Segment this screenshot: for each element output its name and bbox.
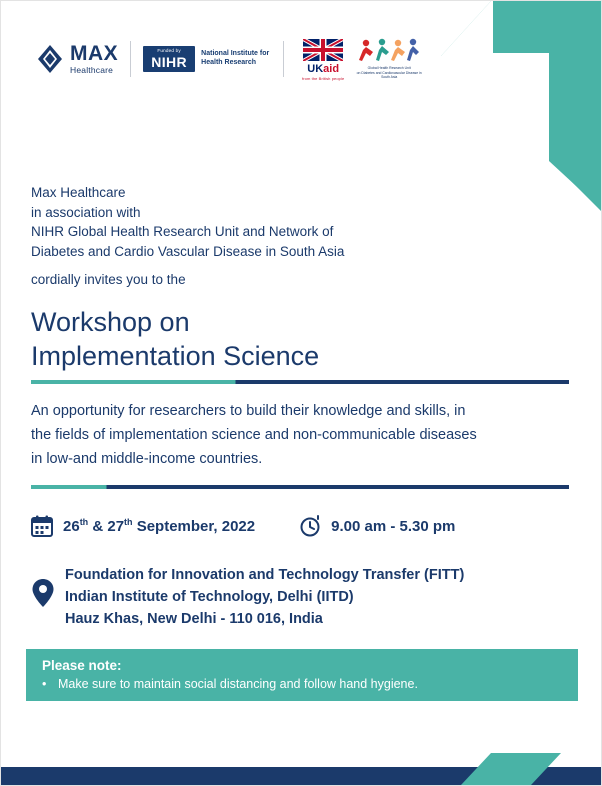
decorative-arrow-shape [381,1,601,211]
intro-line-5: cordially invites you to the [31,272,186,287]
logo-divider-2 [283,41,284,77]
description-block [31,399,576,471]
event-date [31,515,255,537]
note-banner [26,649,578,701]
nihr-badge [143,46,195,73]
calendar-icon [31,515,53,537]
clock-icon [299,515,321,537]
intro-line-3: NIHR Global Health Research Unit and Network of [31,224,334,239]
logo-divider [130,41,131,77]
max-healthcare-diamond-icon [37,44,63,74]
logo-max-healthcare [37,43,118,75]
ukaid-wordmark [307,64,339,75]
description-line-3: in low-and middle-income countries. [31,451,263,467]
logo-nihr [143,46,271,73]
location-pin-icon [31,578,55,613]
event-time [299,515,455,537]
decorative-bottom-shape [1,725,602,785]
ukaid-aid: aid [323,62,340,75]
venue-line-3: Hauz Khas, New Delhi - 110 016, India [65,611,323,627]
max-logo-word: MAX [70,42,119,66]
title-line-2: Implementation Science [31,341,320,371]
divider-rule-bottom [31,485,569,489]
event-date-text: 26th & 27th September, 2022 [63,517,256,535]
venue-line-1: Foundation for Innovation and Technology Transfer (FITT) [65,567,465,583]
ukaid-uk: UK [307,62,324,75]
bullet-mark: • [42,677,47,691]
max-logo-sub: Healthcare [70,65,114,76]
ghru-caption: Global Health Research Unit on Diabetes and Cardiovascular Disease in South Asia [356,66,422,80]
venue-block [31,564,464,630]
venue-line-2: Indian Institute of Technology, Delhi (IITD) [65,589,354,605]
union-jack-flag-icon [302,38,344,62]
nihr-acronym: NIHR [151,54,188,71]
description-line-2: the fields of implementation science and non-communicable diseases [31,427,477,443]
intro-block [31,183,531,290]
logo-ghru [356,38,422,79]
note-bullet-1 [42,675,562,693]
title-line-1: Workshop on [31,307,190,337]
logo-ukaid [296,38,350,81]
divider-rule-top [31,380,569,384]
note-title: Please note: [42,658,122,673]
date-time-row [31,515,571,537]
page-title [31,305,571,373]
intro-line-2: in association with [31,204,141,220]
logo-bar [37,35,422,83]
ukaid-tagline: from the British people [302,75,345,81]
note-bullet-1-text: Make sure to maintain social distancing and follow hand hygiene. [58,677,418,691]
intro-line-1: Max Healthcare [31,185,126,200]
ghru-people-icon [358,38,420,64]
description-line-1: An opportunity for researchers to build their knowledge and skills, in [31,403,466,419]
nihr-funded-label: Funded by [157,47,181,53]
event-time-text: 9.00 am - 5.30 pm [331,517,456,535]
nihr-full-name: National Institute for Health Research [201,50,270,66]
intro-line-4: Diabetes and Cardio Vascular Disease in South Asia [31,243,345,259]
